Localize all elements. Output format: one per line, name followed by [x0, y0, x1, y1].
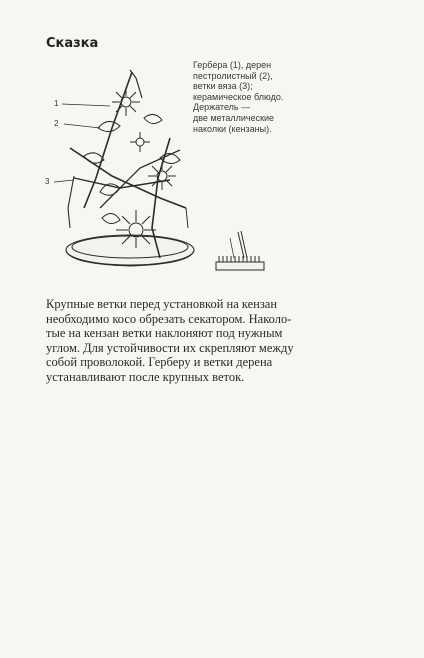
label-3: 3 — [45, 177, 50, 186]
caption-line: наколки (кензаны). — [193, 123, 272, 134]
label-1: 1 — [54, 99, 59, 108]
caption-line: две металлические — [193, 112, 275, 123]
body-line: устанавливают после крупных веток. — [46, 369, 245, 384]
caption-line: Гербера (1), дерен — [193, 60, 272, 70]
caption-line: Держатель — — [193, 102, 251, 113]
label-2: 2 — [54, 119, 59, 128]
caption-line: ветки вяза (3); — [193, 81, 253, 92]
body-line: Крупные ветки перед установкой на кензан — [46, 297, 278, 311]
body-paragraph — [46, 297, 356, 385]
body-line: тые на кензан ветки наклоняют под нужным — [46, 326, 283, 341]
gerbera-flower — [112, 88, 140, 116]
illustration-caption — [193, 60, 313, 134]
caption-line: керамическое блюдо. — [193, 91, 284, 102]
body-line: необходимо косо обрезать секатором. Наколо- — [46, 311, 292, 326]
body-line: собой проволокой. Герберу и ветки дерена — [46, 355, 273, 370]
caption-line: пестролистный (2), — [193, 70, 273, 81]
kenzan-detail-illustration — [210, 228, 270, 276]
page-title: Сказка — [46, 36, 99, 51]
body-line: углом. Для устойчивости их скрепляют между — [46, 340, 294, 355]
